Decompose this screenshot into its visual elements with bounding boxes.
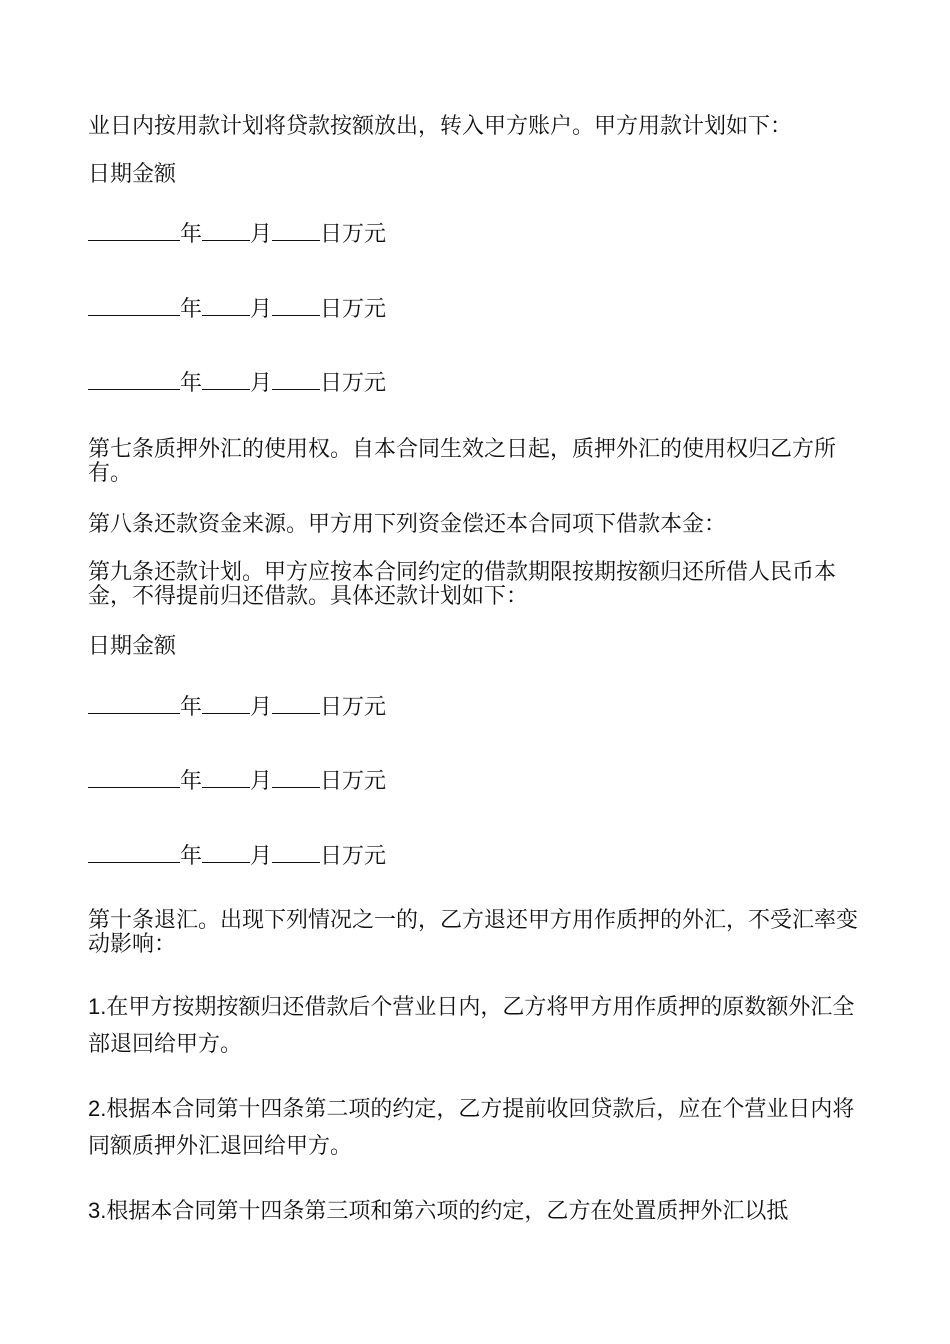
list-item-text: 在甲方按期按额归还借款后个营业日内，乙方将甲方用作质押的原数额外汇全部退回给甲方。 bbox=[88, 995, 855, 1057]
day-amount-label: 日万元 bbox=[320, 769, 387, 794]
blank-line bbox=[88, 371, 180, 390]
article-7: 第七条质押外汇的使用权。自本合同生效之日起，质押外汇的使用权归乙方所有。 bbox=[88, 437, 837, 486]
blank-line bbox=[88, 844, 180, 863]
blank-line bbox=[202, 222, 250, 241]
year-label: 年 bbox=[180, 769, 203, 794]
blank-line bbox=[272, 695, 320, 714]
article-8: 第八条还款资金来源。甲方用下列资金偿还本合同项下借款本金： bbox=[88, 512, 727, 537]
blank-line bbox=[88, 769, 180, 788]
blank-line bbox=[88, 222, 180, 241]
blank-line bbox=[88, 695, 180, 714]
list-item bbox=[88, 988, 868, 1063]
list-number: 2. bbox=[88, 1096, 107, 1121]
day-amount-label: 日万元 bbox=[320, 297, 387, 322]
blank-line bbox=[202, 695, 250, 714]
day-amount-label: 日万元 bbox=[320, 844, 387, 869]
list-item bbox=[88, 1192, 868, 1230]
month-label: 月 bbox=[250, 695, 273, 720]
blank-line bbox=[202, 371, 250, 390]
list-number: 1. bbox=[88, 994, 107, 1019]
year-label: 年 bbox=[180, 222, 203, 247]
month-label: 月 bbox=[250, 297, 273, 322]
list-number: 3. bbox=[88, 1198, 107, 1223]
day-amount-label: 日万元 bbox=[320, 222, 387, 247]
blank-line bbox=[272, 297, 320, 316]
blank-line bbox=[272, 844, 320, 863]
year-label: 年 bbox=[180, 844, 203, 869]
list-item-text: 根据本合同第十四条第二项的约定，乙方提前收回贷款后，应在个营业日内将同额质押外汇退回给甲方。 bbox=[88, 1097, 855, 1159]
plan-row bbox=[88, 769, 868, 795]
plan-row bbox=[88, 371, 868, 397]
plan-header-2: 日期金额 bbox=[88, 634, 177, 659]
month-label: 月 bbox=[250, 371, 273, 396]
blank-line bbox=[202, 844, 250, 863]
day-amount-label: 日万元 bbox=[320, 695, 387, 720]
month-label: 月 bbox=[250, 769, 273, 794]
blank-line bbox=[202, 769, 250, 788]
article-9: 第九条还款计划。甲方应按本合同约定的借款期限按期按额归还所借人民币本金，不得提前归还借款。具体还款计划如下： bbox=[88, 560, 837, 609]
blank-line bbox=[272, 222, 320, 241]
plan-row bbox=[88, 222, 868, 248]
blank-line bbox=[272, 371, 320, 390]
year-label: 年 bbox=[180, 695, 203, 720]
plan-row bbox=[88, 297, 868, 323]
blank-line bbox=[202, 297, 250, 316]
plan-header-1: 日期金额 bbox=[88, 162, 177, 187]
list-item-text: 根据本合同第十四条第三项和第六项的约定，乙方在处置质押外汇以抵 bbox=[106, 1199, 789, 1224]
list-item bbox=[88, 1090, 868, 1165]
blank-line bbox=[272, 769, 320, 788]
month-label: 月 bbox=[250, 844, 273, 869]
plan-row bbox=[88, 695, 868, 721]
article-10: 第十条退汇。出现下列情况之一的，乙方退还甲方用作质押的外汇，不受汇率变动影响： bbox=[88, 908, 859, 957]
day-amount-label: 日万元 bbox=[320, 371, 387, 396]
blank-line bbox=[88, 297, 180, 316]
paragraph-intro: 业日内按用款计划将贷款按额放出，转入甲方账户。甲方用款计划如下： bbox=[88, 114, 793, 139]
plan-row bbox=[88, 844, 868, 870]
month-label: 月 bbox=[250, 222, 273, 247]
year-label: 年 bbox=[180, 371, 203, 396]
year-label: 年 bbox=[180, 297, 203, 322]
